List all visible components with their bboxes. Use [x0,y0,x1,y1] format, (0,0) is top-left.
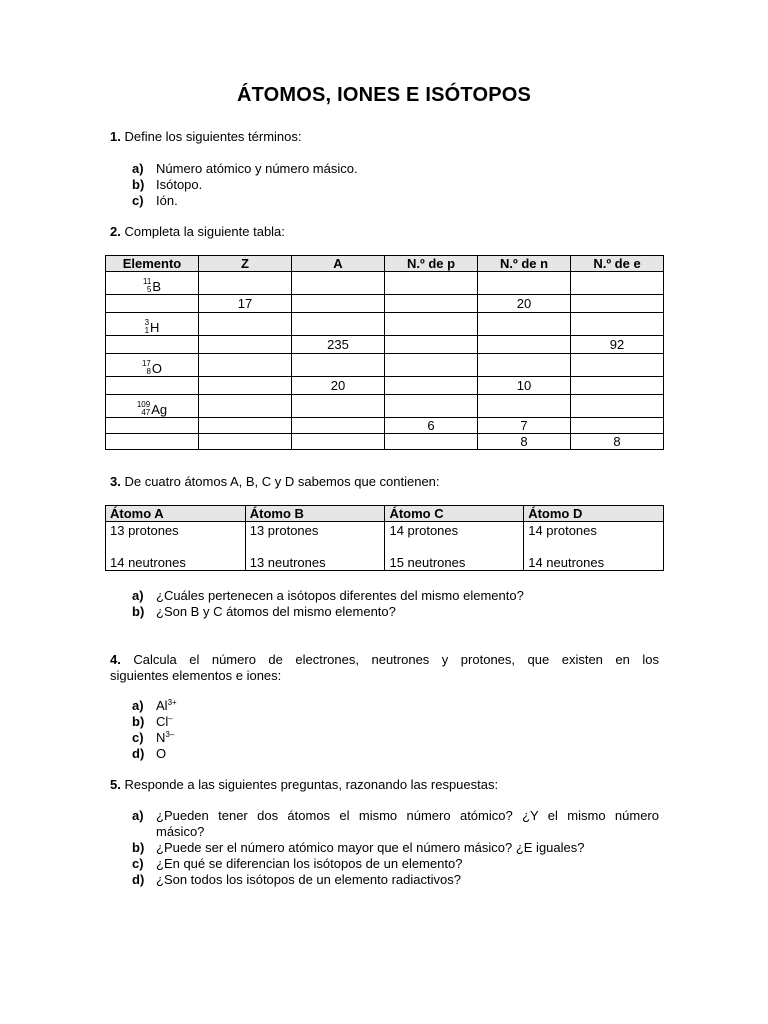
atom-cell [385,522,524,571]
table-cell: 20 [292,377,385,395]
header-cell: A [292,256,385,272]
table-cell [292,272,385,295]
atom-cell [524,522,664,571]
table-cell: 10 [478,377,571,395]
mass-number: 11 [143,277,152,286]
atom-cell [245,522,385,571]
table-cell [199,434,292,450]
table-row [106,522,664,571]
table-row [106,336,664,354]
header-cell: Z [199,256,292,272]
item-text: ¿En qué se diferencian los isótopos de un elemento? [156,856,463,871]
q3-item-a [132,588,524,604]
table-cell [571,395,664,418]
item-label: b) [132,840,145,855]
atomic-number: 8 [146,367,151,376]
table-cell [571,272,664,295]
table-row [106,313,664,336]
header-cell: N.º de p [385,256,478,272]
table-cell [385,295,478,313]
mass-number: 109 [136,400,151,409]
table-cell [571,418,664,434]
question-number: 3. [110,474,121,489]
header-cell: N.º de e [571,256,664,272]
protons-text: 14 protones [389,523,459,538]
table-cell [385,377,478,395]
question-text: Calcula el número de electrones, neutrones y protones, que existen en los [133,652,659,667]
element-table [105,255,664,450]
ion-formula: $N^{3-}$ [156,730,175,745]
item-label: b) [132,604,145,619]
table-cell [199,272,292,295]
atom-cell [106,522,246,571]
element-cell [106,395,199,418]
table-row [106,272,664,295]
item-text: Número atómico y número másico. [156,161,358,176]
neutrons-text: 14 neutrones [110,555,186,570]
table-cell [292,395,385,418]
table-cell [478,272,571,295]
table-cell [199,336,292,354]
table-header-row [106,256,664,272]
table-row [106,295,664,313]
table-row [106,354,664,377]
item-text: Isótopo. [156,177,203,192]
item-label: d) [132,872,145,887]
question-text-line: siguientes elementos e iones: [110,668,282,683]
question-4 [110,652,659,684]
mass-number: 17 [141,359,151,368]
ion-formula: $Al^{3+}$ [156,698,177,713]
table-row [106,418,664,434]
q1-item-a [132,161,358,177]
element-cell [106,336,199,354]
question-5 [110,777,498,793]
question-text: Completa la siguiente tabla: [124,224,285,239]
element-cell [106,272,199,295]
item-text: ¿Son B y C átomos del mismo elemento? [156,604,396,619]
q3-item-b [132,604,396,620]
item-text: ¿Son todos los isótopos de un elemento radiactivos? [156,872,461,887]
protons-text: 13 protones [249,523,319,538]
question-number: 5. [110,777,121,792]
neutrons-text: 15 neutrones [389,555,466,570]
question-number: 4. [110,652,121,667]
header-cell: Elemento [106,256,199,272]
table-cell [571,295,664,313]
q4-item-b [132,714,173,730]
element-symbol: B [152,278,161,294]
element-cell [106,295,199,313]
q4-item-c [132,730,174,746]
table-cell [385,395,478,418]
element-cell [106,377,199,395]
table-cell [571,313,664,336]
table-row [106,377,664,395]
element-symbol: O [151,360,163,376]
item-label: a) [132,588,144,603]
table-cell [478,336,571,354]
table-cell: 17 [199,295,292,313]
isotope-notation [142,360,162,376]
isotope-notation [145,319,160,335]
item-label: a) [132,808,144,823]
item-text: ¿Puede ser el número atómico mayor que el número másico? ¿E iguales? [156,840,585,855]
question-text-line [110,652,659,668]
table-cell [571,377,664,395]
table-row [106,434,664,450]
protons-text: 14 protones [528,523,597,538]
table-cell [478,395,571,418]
question-3 [110,474,440,490]
item-label: b) [132,714,145,729]
element-cell [106,354,199,377]
item-text: ¿Cuáles pertenecen a isótopos diferentes del mismo elemento? [156,588,524,603]
table-cell [292,418,385,434]
element-symbol: Ag [151,401,168,417]
question-number: 1. [110,129,121,144]
page-title: ÁTOMOS, IONES E ISÓTOPOS [236,84,532,106]
protons-text: 13 protones [110,523,179,538]
ion-formula: Cl– [156,714,173,729]
question-1 [110,129,302,145]
atoms-table [105,505,664,571]
element-cell [106,313,199,336]
table-cell: 6 [385,418,478,434]
header-cell: Átomo C [385,506,524,522]
item-label: d) [132,746,145,761]
mass-number: 3 [144,318,150,327]
table-cell: 8 [571,434,664,450]
question-2 [110,224,285,240]
question-text: Define los siguientes términos: [124,129,302,144]
table-cell: 8 [478,434,571,450]
element-symbol: H [150,319,160,335]
table-cell [199,377,292,395]
item-text: ¿Pueden tener dos átomos el mismo número atómico? ¿Y el mismo número másico? [156,808,659,839]
table-cell [478,313,571,336]
q1-item-c [132,193,178,209]
item-label: b) [132,177,145,192]
question-number: 2. [110,224,121,239]
table-cell [292,434,385,450]
atomic-number: 47 [141,408,151,417]
table-cell [385,272,478,295]
ion-formula: O [156,746,167,761]
header-cell: Átomo A [106,506,246,522]
atomic-number: 5 [146,285,152,294]
table-header-row [106,506,664,522]
q4-item-a [132,698,177,714]
table-row [106,395,664,418]
table-cell [292,354,385,377]
question-text: Responde a las siguientes preguntas, razonando las respuestas: [124,777,499,792]
table-cell: 20 [478,295,571,313]
item-label: c) [132,730,144,745]
table-cell [571,354,664,377]
q5-item-c [132,856,462,872]
element-cell [106,418,199,434]
table-cell [292,295,385,313]
header-cell: Átomo D [524,506,664,522]
table-cell: 92 [571,336,664,354]
element-cell [106,434,199,450]
header-cell: N.º de n [478,256,571,272]
table-cell: 7 [478,418,571,434]
table-cell [199,395,292,418]
table-cell [199,313,292,336]
table-cell [292,313,385,336]
isotope-notation [137,401,167,417]
table-cell [385,434,478,450]
table-cell [199,354,292,377]
item-label: a) [132,698,144,713]
table-cell [478,354,571,377]
table-cell [385,354,478,377]
q5-item-a [132,808,659,840]
header-cell: Átomo B [245,506,385,522]
item-text: Ión. [156,193,178,208]
question-text: De cuatro átomos A, B, C y D sabemos que contienen: [124,474,440,489]
table-cell: 235 [292,336,385,354]
item-label: c) [132,193,144,208]
neutrons-text: 14 neutrones [528,555,605,570]
isotope-notation [143,278,161,294]
neutrons-text: 13 neutrones [249,555,326,570]
table-cell [385,336,478,354]
item-label: a) [132,161,144,176]
atomic-number: 1 [144,326,150,335]
q5-item-d [132,872,461,888]
table-cell [199,418,292,434]
q5-item-b [132,840,585,856]
q1-item-b [132,177,202,193]
q4-item-d [132,746,166,762]
item-label: c) [132,856,144,871]
table-cell [385,313,478,336]
